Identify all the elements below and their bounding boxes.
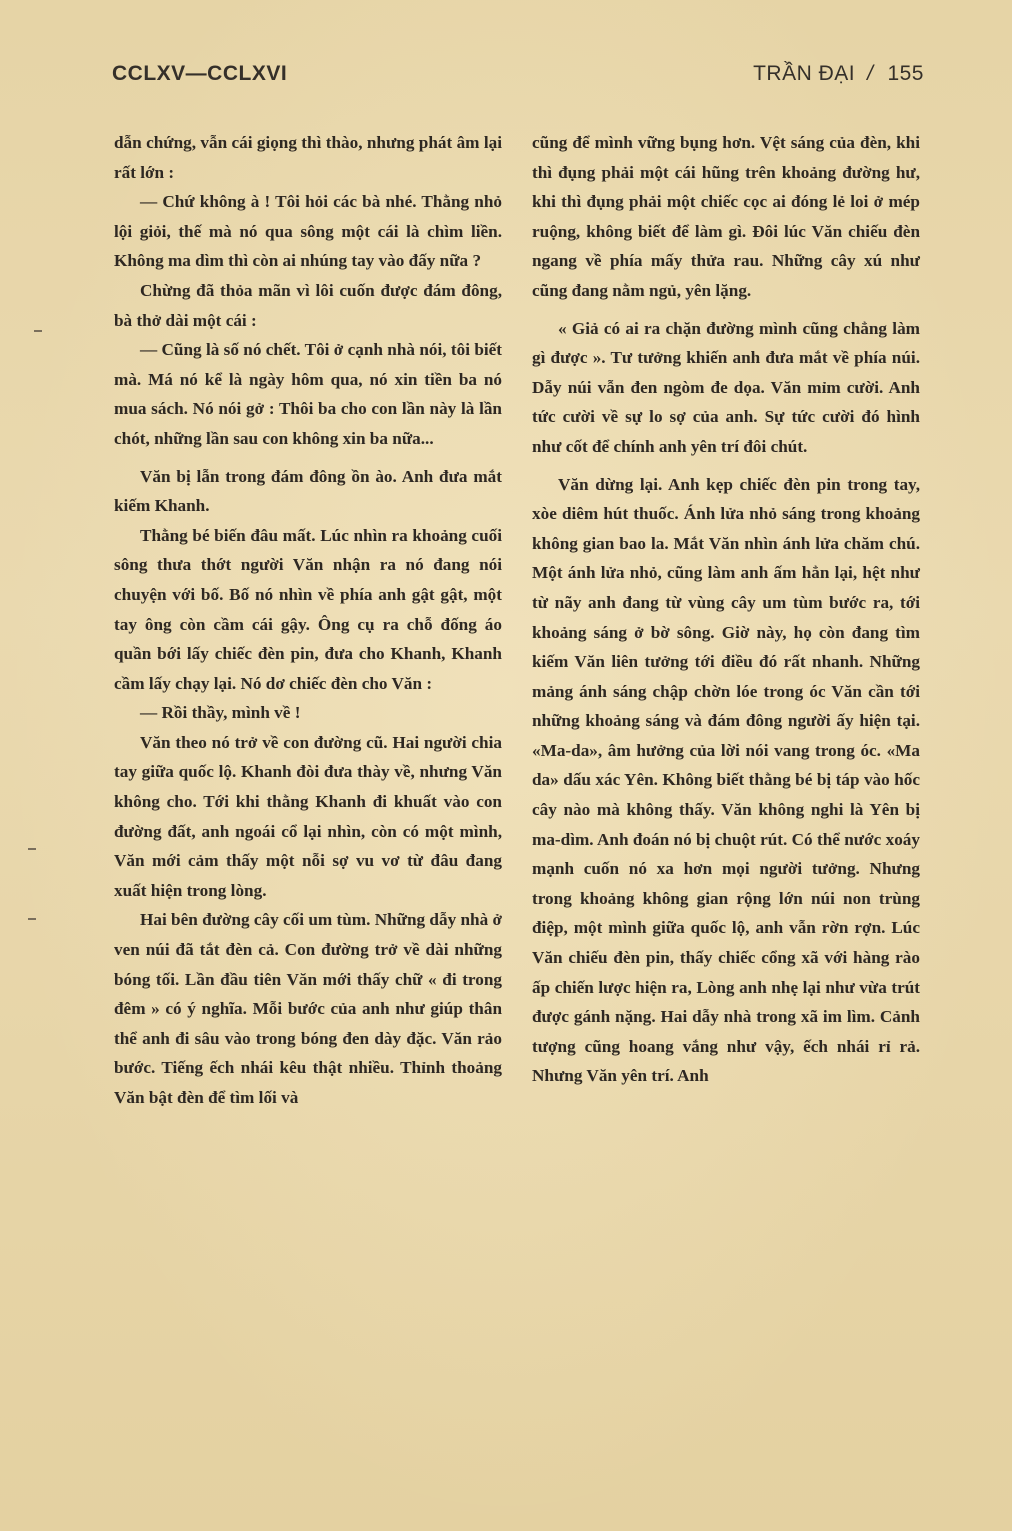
- paragraph: Văn theo nó trở về con đường cũ. Hai người chia tay giữa quốc lộ. Khanh đòi đưa thày về, nhưng Văn không cho. Tới khi thằng Khanh đi khuất vào con đường đất, anh ngoái cổ lại nhìn, còn có một mình, Văn mới cảm thấy một nỗi sợ vu vơ từ đâu đang xuất hiện trong lòng.: [114, 732, 502, 900]
- paragraph: — Chứ không à ! Tôi hỏi các bà nhé. Thằng nhỏ lội giỏi, thế mà nó qua sông một cái là chìm liền. Không ma dìm thì còn ai nhúng tay vào đấy nữa ?: [114, 192, 502, 271]
- paragraph: dẫn chứng, vẫn cái giọng thì thào, nhưng phát âm lại rất lớn :: [114, 133, 502, 182]
- page-number: 155: [887, 62, 924, 85]
- author-page-number: [753, 62, 924, 86]
- right-text-column: [532, 128, 920, 1091]
- paragraph: — Cũng là số nó chết. Tôi ở cạnh nhà nói, tôi biết mà. Má nó kể là ngày hôm qua, nó xin tiền ba nó mua sách. Nó nói gở : Thôi ba cho con lần này là lần chót, những lần sau con không xin ba nữa...: [114, 340, 502, 448]
- author-name: TRẦN ĐẠI: [753, 62, 856, 85]
- header-separator: /: [867, 62, 874, 85]
- margin-mark: [34, 330, 42, 332]
- page-header: [112, 62, 924, 94]
- paragraph: « Giả có ai ra chặn đường mình cũng chẳng làm gì được ». Tư tưởng khiến anh đưa mắt về phía núi. Dẫy núi vẫn đen ngòm đe dọa. Văn mỉm cười. Anh tức cười về sự lo sợ của anh. Sự tức cười đó hình như cốt để chính anh yên trí đôi chút.: [532, 318, 920, 456]
- paragraph: Văn dừng lại. Anh kẹp chiếc đèn pin trong tay, xòe diêm hút thuốc. Ánh lửa nhỏ sáng trong khoảng không gian bao la. Mắt Văn nhìn ánh lửa chăm chú. Một ánh lửa nhỏ, cũng làm anh ấm hẳn lại, hệt như từ nãy anh đang từ vùng cây um tùm bước ra, tới khoảng sáng ở bờ sông. Giờ này, họ còn đang tìm kiếm Văn liên tưởng tới điều đó rất nhanh. Những mảng ánh sáng chập chờn lóe trong óc Văn cần tới những khoảng sáng và đám đông người ấy hiện tại. «Ma-da», âm hưởng của lời nói vang trong óc. «Ma da» dấu xác Yên. Không biết thằng bé bị táp vào hốc cây nào mà không thấy. Văn không nghi là Yên bị ma-dìm. Anh đoán nó bị chuột rút. Có thể nước xoáy mạnh cuốn nó xa hơn mọi người tưởng. Nhưng trong khoảng không gian rộng lớn núi non trùng điệp, một mình giữa quốc lộ, anh vẫn rờn rợn. Lúc Văn chiếu đèn pin, thấy chiếc cổng xã với hàng rào ấp chiến lược hiện ra, Lòng anh nhẹ lại như vừa trút được gánh nặng. Hai dẫy nhà trong xã im lìm. Cảnh tượng cũng hoang vắng như vậy, ếch nhái rỉ rả. Nhưng Văn yên trí. Anh: [532, 474, 920, 1086]
- left-text-column: [114, 128, 502, 1113]
- paragraph: cũng để mình vững bụng hơn. Vệt sáng của đèn, khi thì đụng phải một cái hũng trên khoảng đường hư, khi thì đụng phải một chiếc cọc ai đóng lẻ loi ở mép ruộng, không biết để làm gì. Đôi lúc Văn chiếu đèn ngang về phía mấy thửa rau. Những cây xú như cũng đang nằm ngủ, yên lặng.: [532, 133, 920, 300]
- paragraph: Thằng bé biến đâu mất. Lúc nhìn ra khoảng cuối sông thưa thớt người Văn nhận ra nó đang nói chuyện với bố. Bố nó nhìn về phía anh gật gật, một tay ông còn cầm cái gậy. Ông cụ ra chỗ đống áo quần bới lấy chiếc đèn pin, đưa cho Khanh, Khanh cầm lấy chạy lại. Nó dơ chiếc đèn cho Văn :: [114, 525, 502, 693]
- paragraph: Văn bị lẫn trong đám đông ồn ào. Anh đưa mắt kiếm Khanh.: [114, 466, 502, 516]
- margin-mark: [28, 918, 36, 920]
- paragraph: Chừng đã thỏa mãn vì lôi cuốn được đám đông, bà thở dài một cái :: [114, 280, 502, 330]
- running-head: CCLXV—CCLXVI: [112, 62, 288, 85]
- margin-mark: [28, 848, 36, 850]
- paragraph: Hai bên đường cây cối um tùm. Những dẫy nhà ở ven núi đã tắt đèn cả. Con đường trở về dài những bóng tối. Lần đầu tiên Văn mới thấy chữ « đi trong đêm » có ý nghĩa. Mỗi bước của anh như giúp thân thể anh đi sâu vào trong bóng đen dày đặc. Văn rảo bước. Tiếng ếch nhái kêu thật nhiều. Thỉnh thoảng Văn bật đèn để tìm lối và: [114, 910, 502, 1107]
- paragraph: — Rồi thầy, mình về !: [140, 703, 301, 723]
